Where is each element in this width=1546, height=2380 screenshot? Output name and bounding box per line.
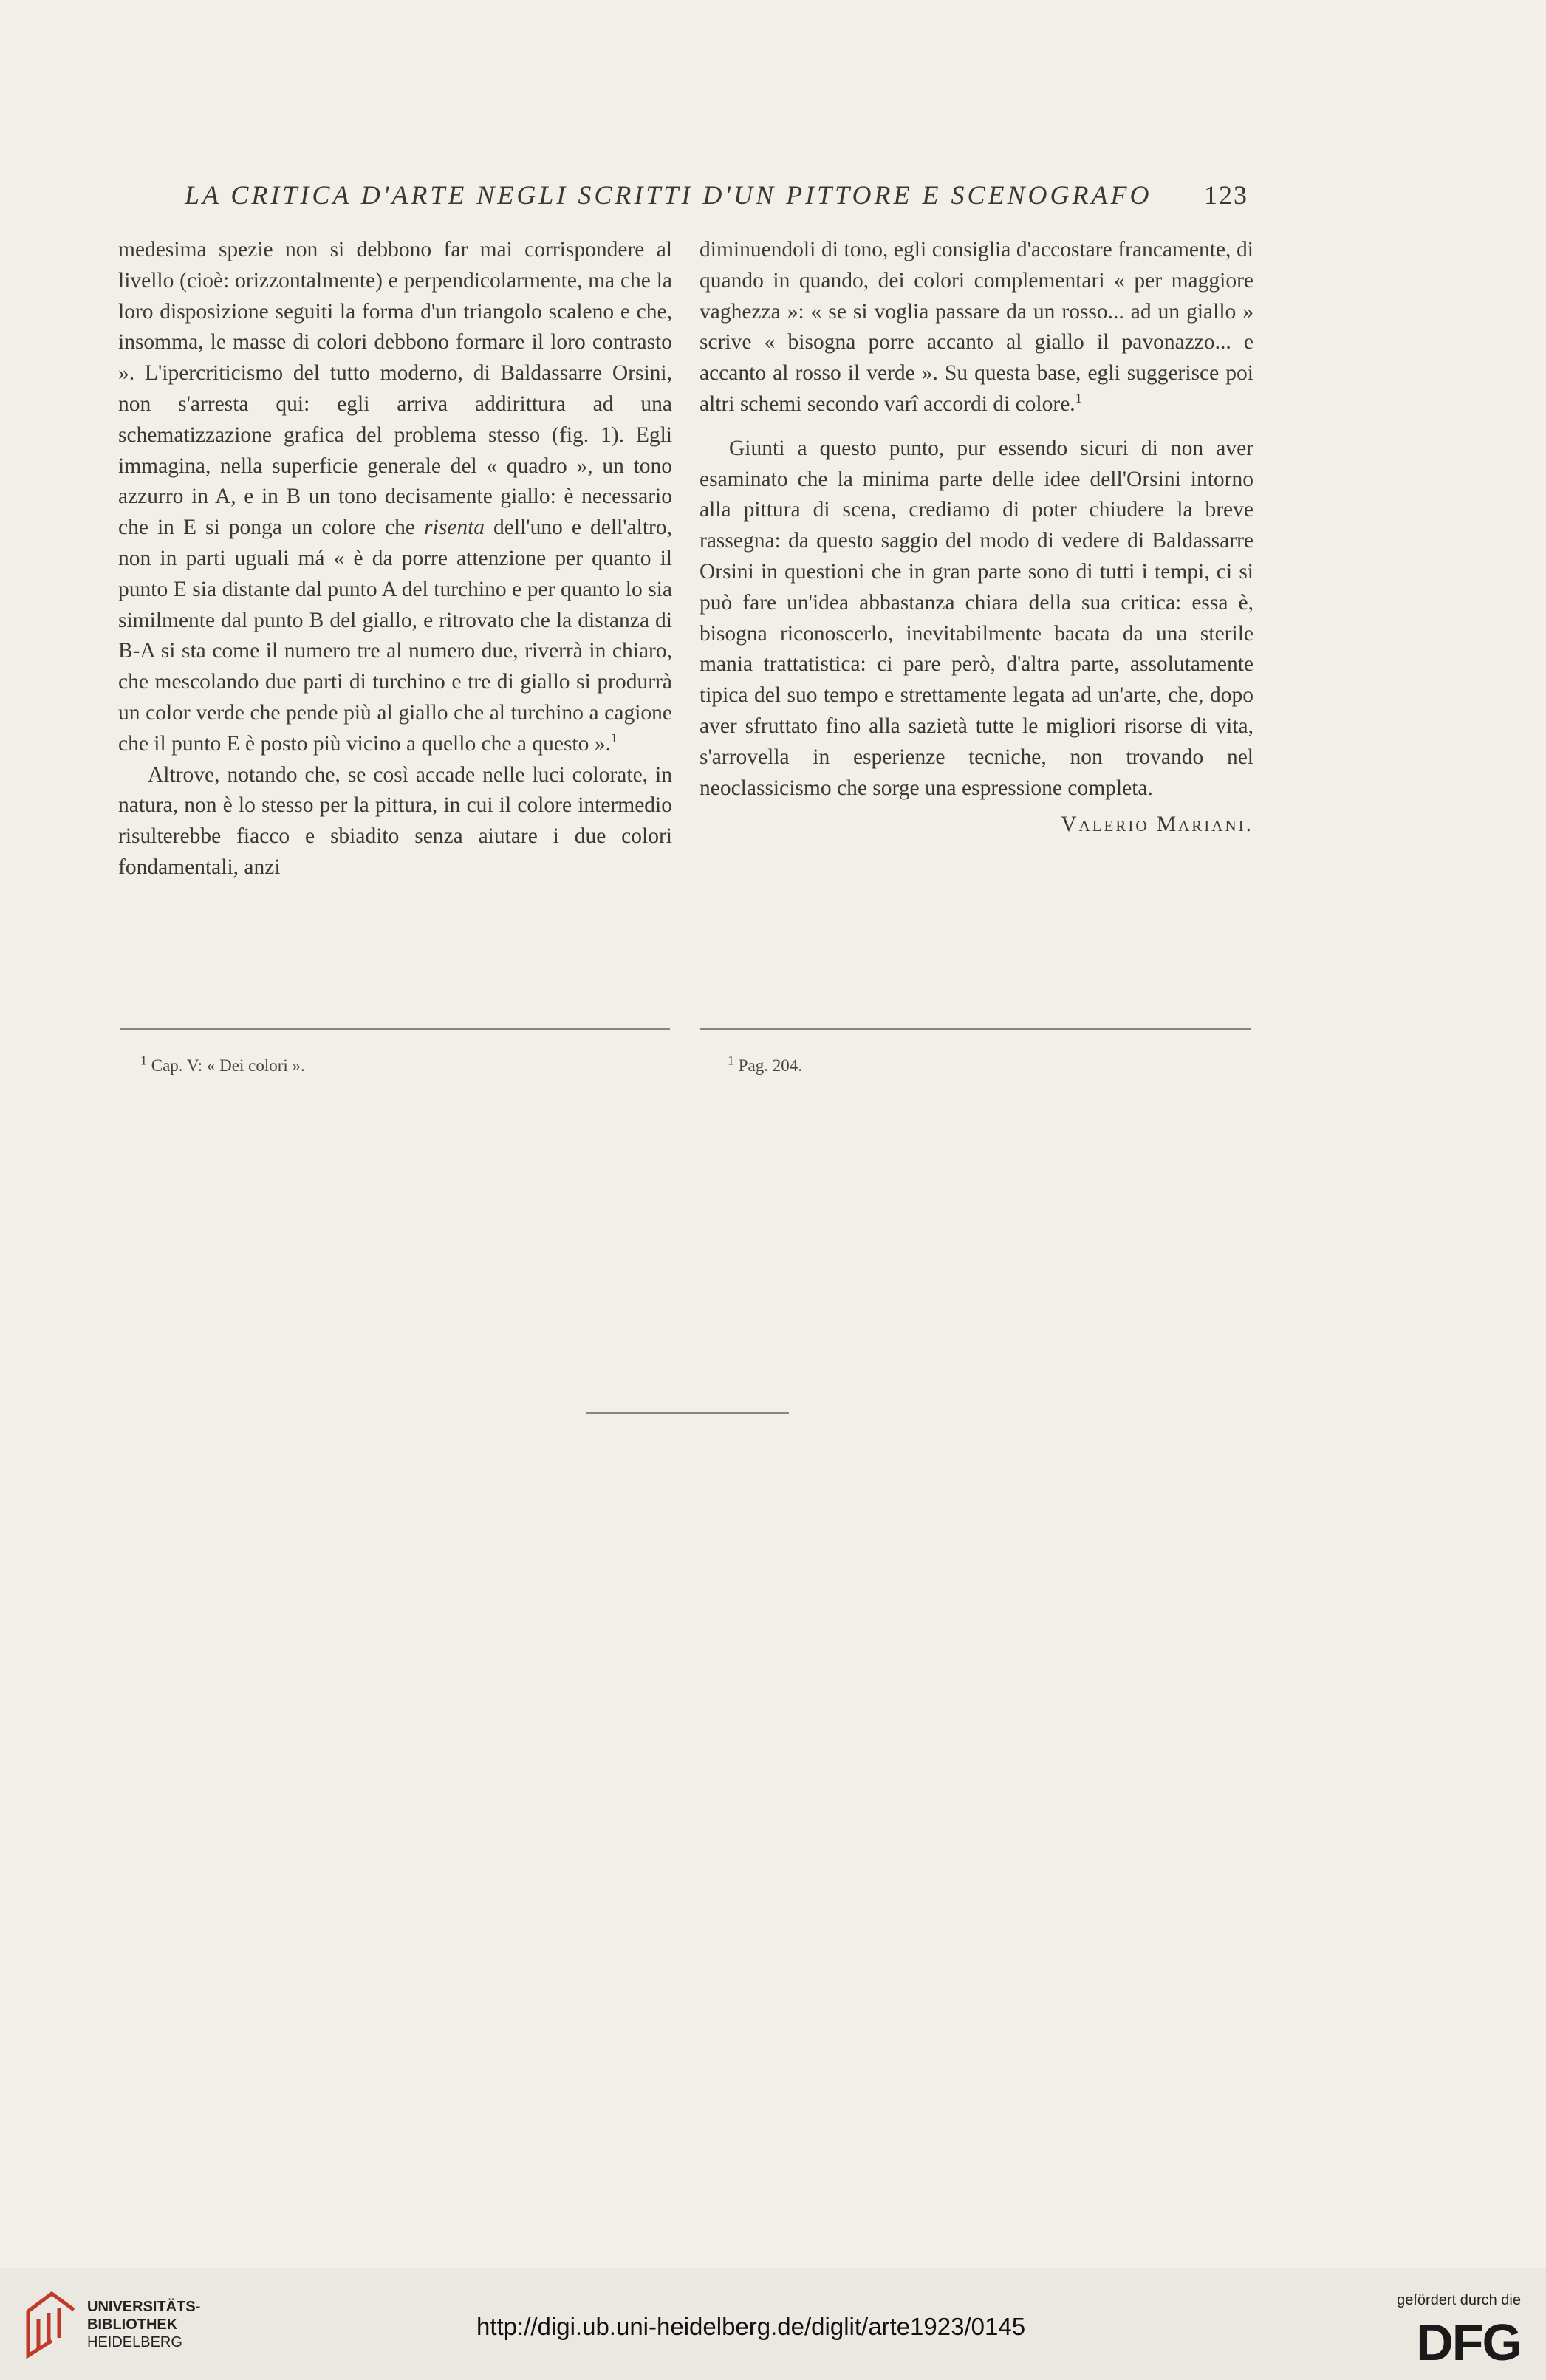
- footnote-rule-left: [120, 1028, 670, 1030]
- left-paragraph-2: Altrove, notando che, se così accade nelle luci colorate, in natura, non è lo stesso per la pittura, in cui il colore intermedio risulterebbe fiacco e sbiadito senza aiutare i due colori fondamentali, anzi: [118, 762, 672, 879]
- footnote-right-text: Pag. 204.: [738, 1056, 802, 1075]
- right-paragraph-1: [700, 235, 1253, 420]
- italic-word: risenta: [424, 516, 485, 540]
- dfg-logo: DFG: [1416, 2314, 1521, 2371]
- digitization-footer: [0, 2268, 1546, 2380]
- left-paragraph-1-part-b: dell'uno e dell'altro, non in parti uguali má « è da porre attenzione per quanto il punto E sia distante dal punto A del turchino e per quanto lo sia similmente dal punto B del giallo, e ritrovato che la distanza di B-A si sta come il numero tre al numero due, riverrà in chiaro, che mescolando due parti di turchino e tre di giallo si produrrà un color verde che pende più al giallo che al turchino a cagione che il punto E è posto più vicino a quello che a questo ».: [118, 516, 672, 756]
- library-logo-icon: [22, 2289, 80, 2360]
- footnote-mark: 1: [728, 1053, 734, 1068]
- author-signature: Valerio Mariani.: [1061, 813, 1253, 837]
- footnote-left-text: Cap. V: « Dei colori ».: [151, 1056, 305, 1075]
- footnote-ref[interactable]: 1: [610, 730, 618, 745]
- library-name-line-2: BIBLIOTHEK: [87, 2316, 178, 2333]
- footnote-right: [728, 1053, 802, 1076]
- running-title: LA CRITICA D'ARTE NEGLI SCRITTI D'UN PITTORE E SCENOGRAFO: [185, 180, 1152, 210]
- right-column: [700, 235, 1253, 841]
- right-paragraph-1-text: diminuendoli di tono, egli consiglia d'accostare francamente, di quando in quando, dei colori complementari « per maggiore vaghezza »: « se si voglia passare da un rosso... ad un giallo » scrive « bisogna porre accanto al giallo il pavonazzo... e accanto al rosso il verde ». Su questa base, egli suggerisce poi altri schemi secondo varî accordi di colore.: [700, 238, 1253, 416]
- library-name: [87, 2298, 200, 2351]
- sponsor-label: gefördert durch die: [1397, 2292, 1521, 2308]
- library-name-line-1: UNIVERSITÄTS-: [87, 2299, 201, 2315]
- footnote-left: [140, 1053, 305, 1076]
- end-rule: [586, 1412, 789, 1414]
- footnote-rule-right: [700, 1028, 1251, 1030]
- left-paragraph-1: [118, 235, 672, 760]
- left-paragraph-1-part-a: medesima spezie non si debbono far mai corrispondere al livello (cioè: orizzontalmente) e perpendicolarmente, ma che la loro disposizione seguiti la forma d'un triangolo scaleno e che, insomma, le masse di colori debbono formare il loro contrasto ». L'ipercriticismo del tutto moderno, di Baldassarre Orsini, non s'arresta qui: egli arriva addirittura ad una schematizzazione grafica del problema stesso (fig. 1). Egli immagina, nella superficie generale del « quadro », un tono azzurro in A, e in B un tono decisamente giallo: è necessario che in E si ponga un colore che: [118, 238, 672, 540]
- page-number: 123: [1204, 180, 1248, 210]
- left-column: [118, 235, 672, 883]
- running-header: [185, 179, 1248, 211]
- right-paragraph-2: Giunti a questo punto, pur essendo sicuri di non aver esaminato che la minima parte delle idee dell'Orsini intorno alla pittura di scena, crediamo di poter chiudere la breve rassegna: da questo saggio del modo di vedere di Baldassarre Orsini in questioni che in gran parte sono di tutti i tempi, ci si può fare un'idea abbastanza chiara della sua critica: essa è, bisogna riconoscerlo, inevitabilmente bacata da una sterile mania trattatistica: ci pare però, d'altra parte, assolutamente tipica del suo tempo e strettamente legata ad un'arte, che, dopo aver sfruttato fino alla sazietà tutte le migliori risorse di vita, s'arrovella in esperienze tecniche, non trovando nel neoclassicismo che sorge una espressione completa.: [700, 436, 1253, 800]
- library-name-line-3: HEIDELBERG: [87, 2334, 182, 2350]
- footnote-mark: 1: [140, 1053, 147, 1068]
- footnote-ref[interactable]: 1: [1075, 391, 1082, 406]
- source-url-link[interactable]: http://digi.ub.uni-heidelberg.de/diglit/arte1923/0145: [476, 2313, 1026, 2340]
